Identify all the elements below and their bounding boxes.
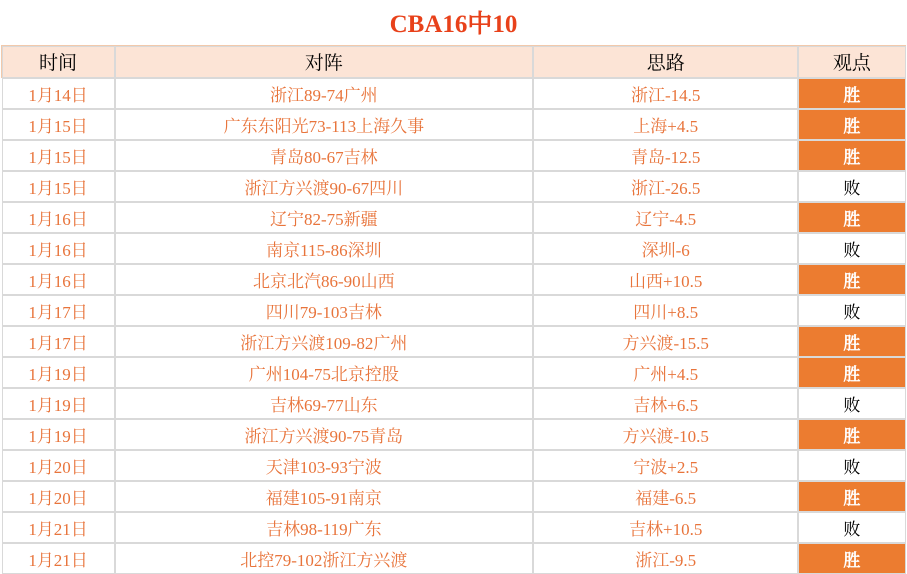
column-header-match: 对阵: [115, 46, 533, 78]
cell-idea: 方兴渡-15.5: [533, 326, 798, 357]
table-row: [2, 109, 906, 140]
table-body: [2, 78, 906, 574]
cell-match: 辽宁82-75新疆: [115, 202, 533, 233]
cell-match: 四川79-103吉林: [115, 295, 533, 326]
cell-time: 1月16日: [2, 264, 115, 295]
column-header-view: 观点: [798, 46, 905, 78]
table-row: [2, 450, 906, 481]
cell-match: 浙江方兴渡109-82广州: [115, 326, 533, 357]
cell-match: 南京115-86深圳: [115, 233, 533, 264]
cell-time: 1月15日: [2, 109, 115, 140]
cell-view: 败: [798, 512, 905, 543]
cell-match: 广东东阳光73-113上海久事: [115, 109, 533, 140]
cell-view: 胜: [798, 357, 905, 388]
cell-view: 胜: [798, 419, 905, 450]
results-table: [1, 45, 906, 574]
cell-idea: 四川+8.5: [533, 295, 798, 326]
cell-idea: 浙江-26.5: [533, 171, 798, 202]
cell-time: 1月21日: [2, 512, 115, 543]
cell-time: 1月15日: [2, 171, 115, 202]
table-row: [2, 512, 906, 543]
cell-idea: 上海+4.5: [533, 109, 798, 140]
cell-time: 1月19日: [2, 388, 115, 419]
cell-view: 胜: [798, 109, 905, 140]
column-header-time: 时间: [2, 46, 115, 78]
cell-time: 1月21日: [2, 543, 115, 574]
cell-time: 1月17日: [2, 295, 115, 326]
table-header-row: [2, 46, 906, 78]
cell-view: 败: [798, 295, 905, 326]
cell-match: 浙江方兴渡90-67四川: [115, 171, 533, 202]
table-row: [2, 543, 906, 574]
cell-idea: 浙江-14.5: [533, 78, 798, 109]
table-row: [2, 140, 906, 171]
cell-match: 福建105-91南京: [115, 481, 533, 512]
cell-time: 1月14日: [2, 78, 115, 109]
cell-match: 浙江89-74广州: [115, 78, 533, 109]
cell-match: 天津103-93宁波: [115, 450, 533, 481]
cell-idea: 吉林+10.5: [533, 512, 798, 543]
cell-time: 1月19日: [2, 419, 115, 450]
cell-idea: 吉林+6.5: [533, 388, 798, 419]
cell-idea: 深圳-6: [533, 233, 798, 264]
cell-view: 败: [798, 171, 905, 202]
cell-view: 败: [798, 233, 905, 264]
cell-idea: 方兴渡-10.5: [533, 419, 798, 450]
cell-view: 胜: [798, 202, 905, 233]
cell-match: 北控79-102浙江方兴渡: [115, 543, 533, 574]
cell-idea: 浙江-9.5: [533, 543, 798, 574]
table-head: [2, 46, 906, 78]
cell-view: 胜: [798, 78, 905, 109]
cell-match: 吉林69-77山东: [115, 388, 533, 419]
cell-view: 胜: [798, 264, 905, 295]
cell-idea: 山西+10.5: [533, 264, 798, 295]
table-row: [2, 295, 906, 326]
cell-time: 1月20日: [2, 450, 115, 481]
table-row: [2, 233, 906, 264]
cell-time: 1月17日: [2, 326, 115, 357]
cell-match: 广州104-75北京控股: [115, 357, 533, 388]
cell-time: 1月16日: [2, 202, 115, 233]
cell-idea: 宁波+2.5: [533, 450, 798, 481]
cell-view: 胜: [798, 140, 905, 171]
cell-view: 胜: [798, 481, 905, 512]
table-row: [2, 419, 906, 450]
table-row: [2, 78, 906, 109]
table-row: [2, 481, 906, 512]
cell-match: 吉林98-119广东: [115, 512, 533, 543]
cell-time: 1月20日: [2, 481, 115, 512]
cell-view: 败: [798, 450, 905, 481]
table-row: [2, 388, 906, 419]
column-header-idea: 思路: [533, 46, 798, 78]
cell-match: 北京北汽86-90山西: [115, 264, 533, 295]
cell-match: 浙江方兴渡90-75青岛: [115, 419, 533, 450]
cell-time: 1月16日: [2, 233, 115, 264]
cell-match: 青岛80-67吉林: [115, 140, 533, 171]
table-row: [2, 264, 906, 295]
cell-time: 1月19日: [2, 357, 115, 388]
table-row: [2, 326, 906, 357]
cell-idea: 福建-6.5: [533, 481, 798, 512]
table-row: [2, 171, 906, 202]
cell-view: 胜: [798, 543, 905, 574]
cell-idea: 广州+4.5: [533, 357, 798, 388]
cell-view: 胜: [798, 326, 905, 357]
cell-time: 1月15日: [2, 140, 115, 171]
cell-idea: 辽宁-4.5: [533, 202, 798, 233]
table-row: [2, 202, 906, 233]
table-row: [2, 357, 906, 388]
page-title: CBA16中10: [389, 11, 518, 38]
cell-idea: 青岛-12.5: [533, 140, 798, 171]
cell-view: 败: [798, 388, 905, 419]
